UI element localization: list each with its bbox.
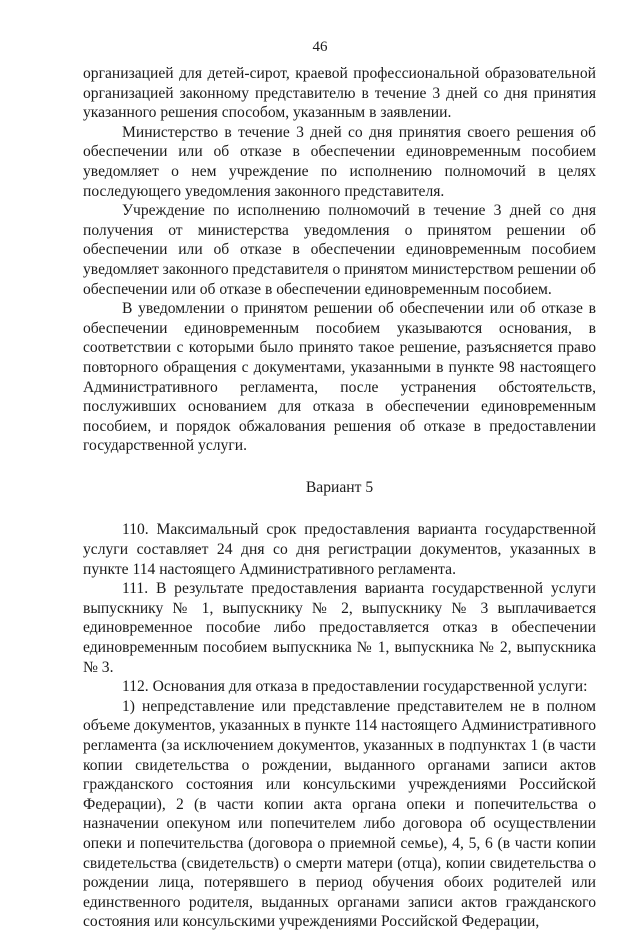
paragraph: Министерство в течение 3 дней со дня принятия своего решения об обеспечении или об отказе в обеспечении единовременным пособием уведомляет о нем учреждение по исполнению полномочий в целях последующего уведомления законного представителя. bbox=[83, 123, 596, 200]
paragraph: Учреждение по исполнению полномочий в течение 3 дней со дня получения от министерства уведомления о принятом решении об обеспечении или об отказе в обеспечении единовременным пособием уведомляет законного представителя о принятом министерством решении об обеспечении или об отказе в обеспечении единовременным пособием. bbox=[83, 202, 596, 298]
paragraph: 1) непредставление или представление представителем не в полном объеме документов, указанных в пункте 114 настоящего Административного регламента (за исключением документов, указанных в подпунктах 1 (в части копии свидетельства о рождении, выданного органами записи актов гражданского состояния или консульскими учреждениями Российской Федерации), 2 (в части копии акта органа опеки и попечительства о назначении опекуном или попечителем либо договора об осуществлении опеки и попечительства (договора о приемной семье), 4, 5, 6 (в части копии свидетельства (свидетельств) о смерти матери (отца), копии свидетельства о рождении лица, потерявшего в период обучения обоих родителей или единственного родителя, выданных органами записи актов гражданского состояния или консульскими учреждениями Российской Федерации, bbox=[83, 697, 596, 931]
paragraph: 110. Максимальный срок предоставления варианта государственной услуги составляет 24 дня со дня регистрации документов, указанных в пункте 114 настоящего Административного регламента. bbox=[83, 521, 596, 578]
paragraph: В уведомлении о принятом решении об обеспечении или об отказе в обеспечении единовременным пособием указываются основания, в соответствии с которыми было принято такое решение, разъясняется право повторного обращения с документами, указанными в пункте 98 настоящего Административного регламента, после устранения обстоятельств, послуживших основанием для отказа в обеспечении единовременным пособием, и порядок обжалования решения об отказе в предоставлении государственной услуги. bbox=[83, 300, 596, 455]
paragraph: 112. Основания для отказа в предоставлении государственной услуги: bbox=[122, 678, 588, 696]
section-heading: Вариант 5 bbox=[305, 478, 374, 496]
page-number: 46 bbox=[312, 39, 328, 55]
paragraph: 111. В результате предоставления варианта государственной услуги выпускнику № 1, выпускнику № 2, выпускнику № 3 выплачивается единовременное пособие либо предоставляется отказ в обеспечении единовременным пособием выпускника № 1, выпускника № 2, выпускника № 3. bbox=[83, 580, 596, 676]
paragraph: организацией для детей-сирот, краевой профессиональной образовательной организацией законному представителю в течение 3 дней со дня принятия указанного решения способом, указанным в заявлении. bbox=[83, 65, 596, 122]
document-body bbox=[83, 64, 596, 932]
